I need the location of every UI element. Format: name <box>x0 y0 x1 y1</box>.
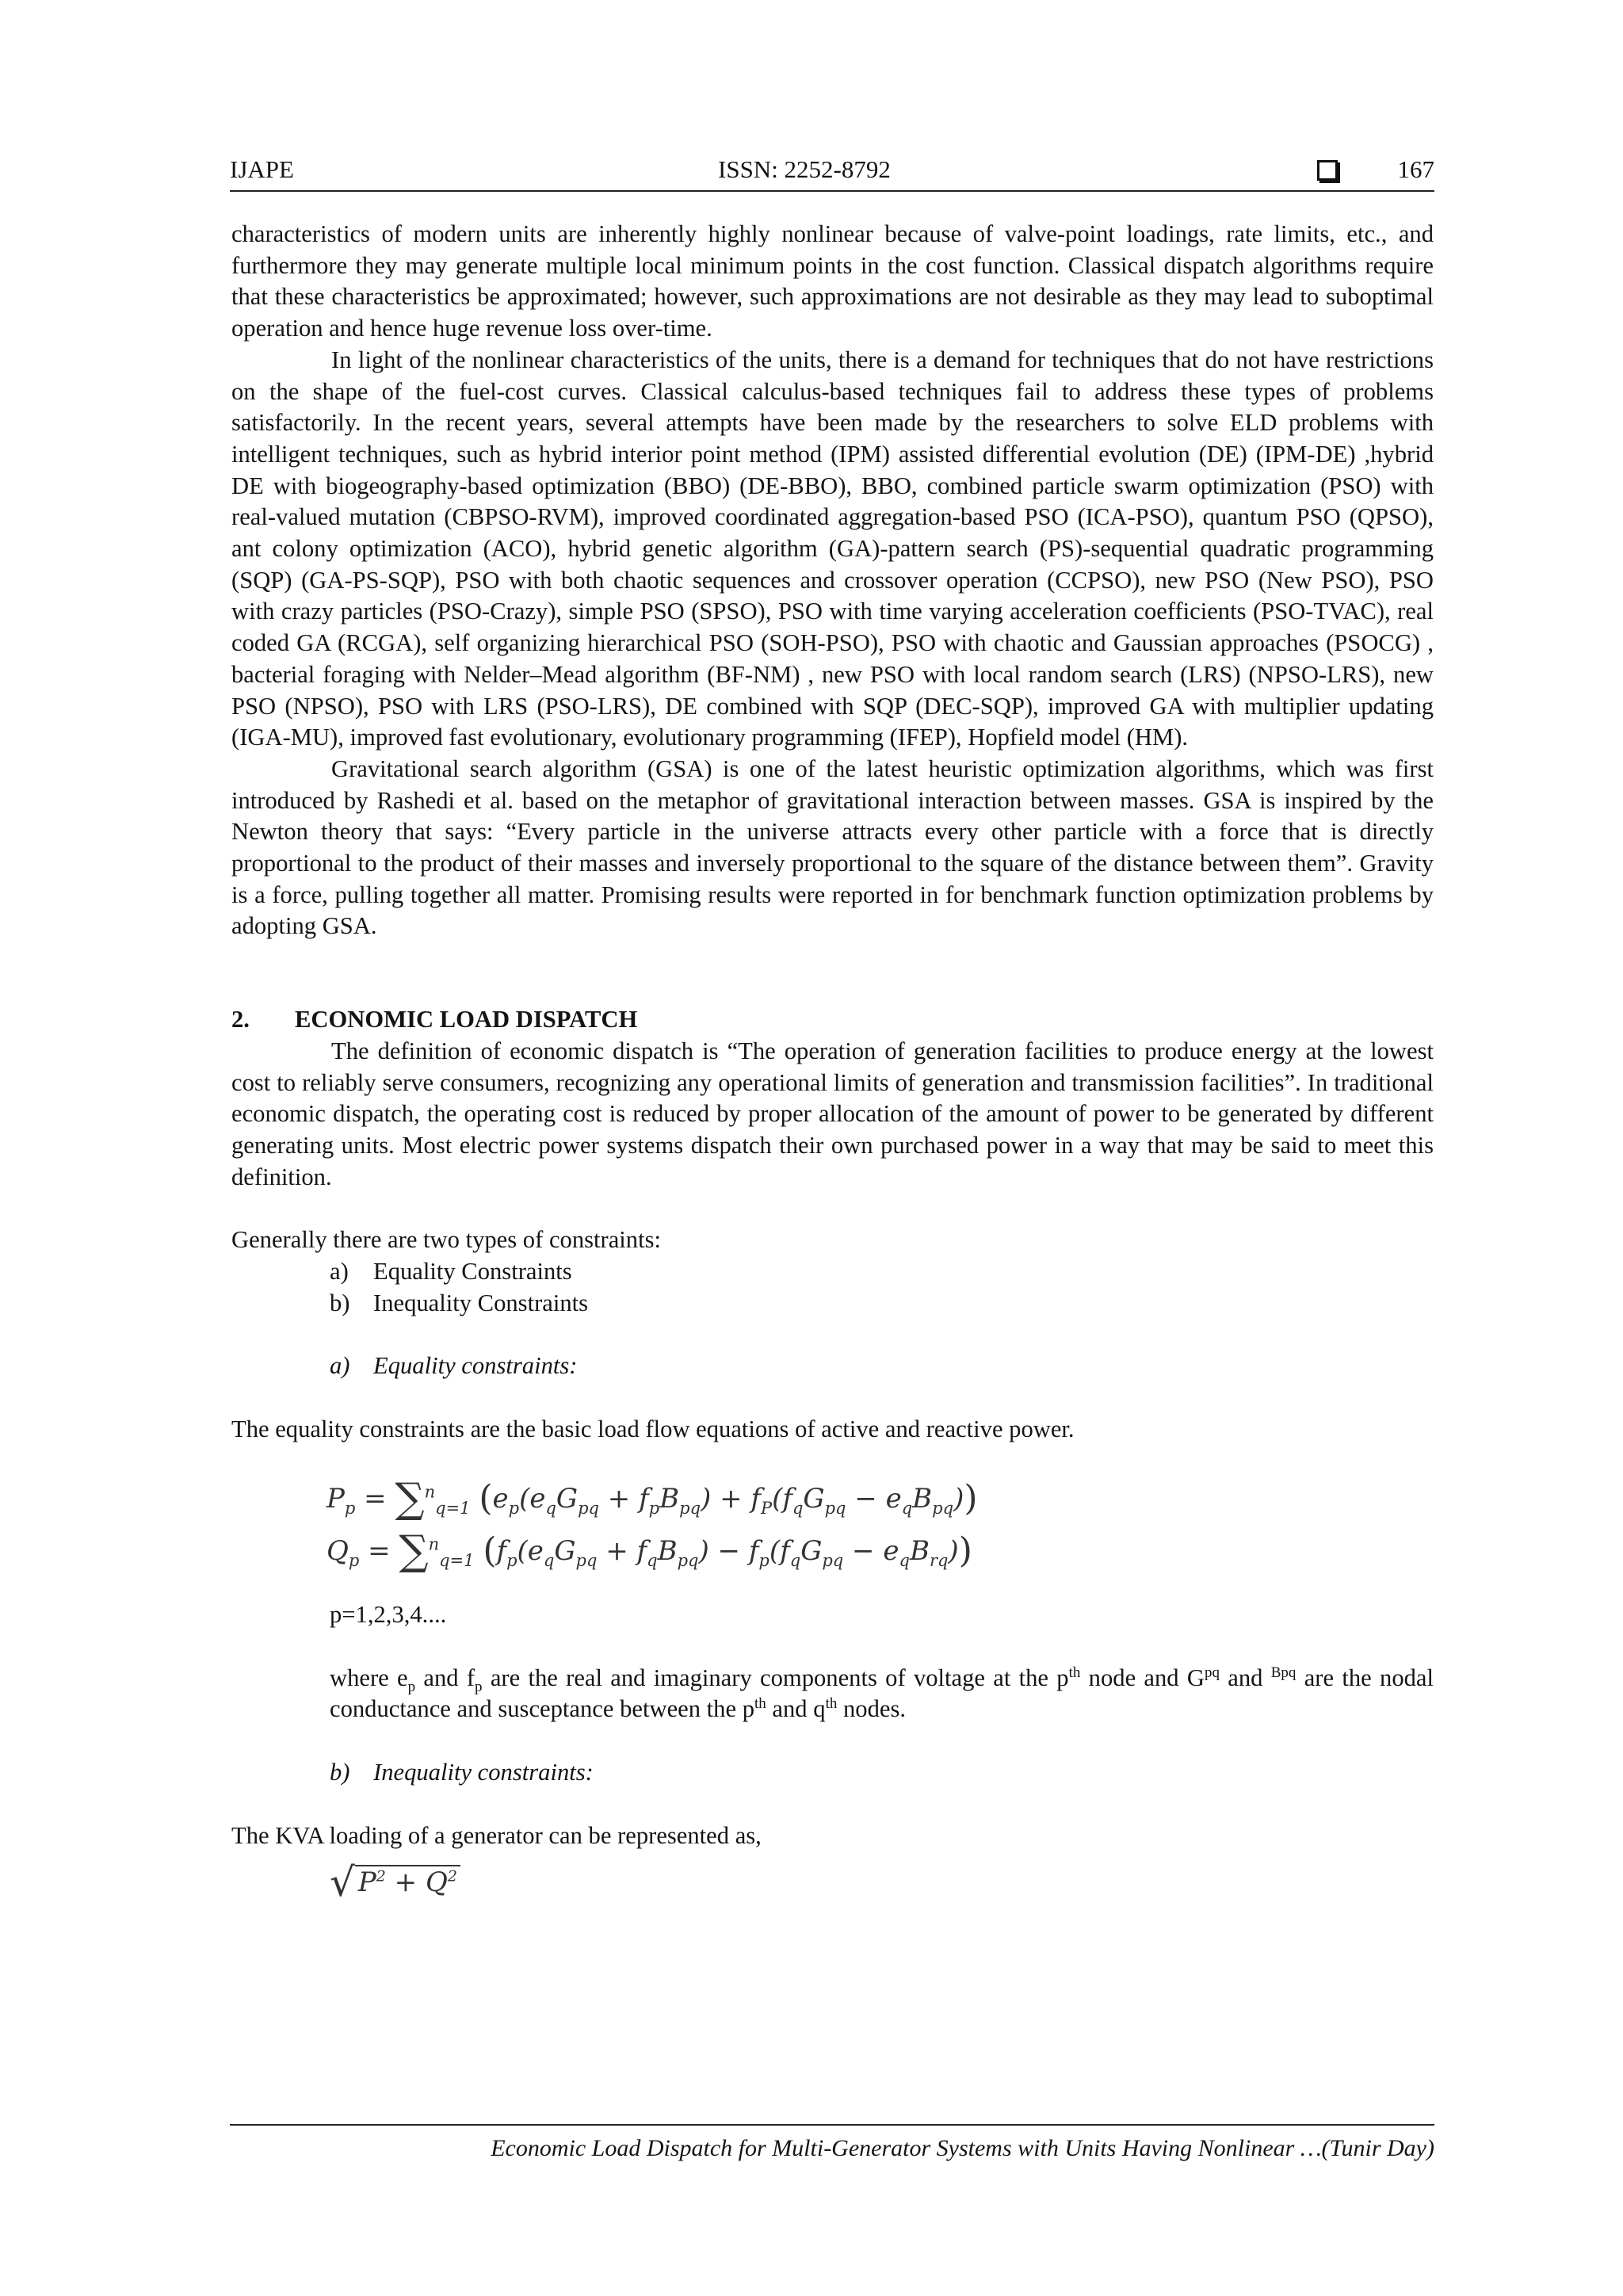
checkbox-square-icon <box>1317 160 1338 181</box>
p-range: p=1,2,3,4.... <box>330 1600 447 1628</box>
list-item: a) Equality Constraints <box>330 1258 572 1286</box>
list-item: b) Inequality Constraints <box>330 1289 589 1316</box>
paragraph-1: characteristics of modern units are inherently highly nonlinear because of valve-point loadings, rate limits, etc., and furthermore they may generate multiple local minimum points in the cost function. Classical dispatch algorithms require that these characteristics be approximated; however, such approximations are not desirable as they may lead to suboptimal operation and hence huge revenue loss over-time. <box>231 220 1434 342</box>
paragraph-3: Gravitational search algorithm (GSA) is one of the latest heuristic optimization algorithms, which was first introduced by Rashedi et al. based on the metaphor of gravitational interaction between masses. GSA is inspired by the Newton theory that says: “Every particle in the universe attracts every other particle with a force that is directly proportional to the product of their masses and inversely proportional to the square of the distance between them”. Gravity is a force, pulling together all matter. Promising results were reported in for benchmark function optimization problems by adopting GSA. <box>231 755 1434 940</box>
journal-name: IJAPE <box>230 155 294 183</box>
paragraph-4: The definition of economic dispatch is “The operation of generation facilities to produce energy at the lowest cost to reliably serve consumers, recognizing any operational limits of generation and transmission facilities”. In traditional economic dispatch, the operating cost is reduced by proper allocation of the amount of power to be generated by different generating units. Most electric power systems dispatch their own purchased power in a way that may be said to meet this definition. <box>231 1037 1434 1190</box>
paragraph-2: In light of the nonlinear characteristics of the units, there is a demand for techniques that do not have restrictions on the shape of the fuel-cost curves. Classical calculus-based techniques fail to address these types of problems satisfactorily. In the recent years, several attempts have been made by the researchers to solve ELD problems with intelligent techniques, such as hybrid interior point method (IPM) assisted differential evolution (DE) (IPM-DE) ,hybrid DE with biogeography-based optimization (BBO) (DE-BBO), BBO, combined particle swarm optimization (PSO) with real-valued mutation (CBPSO-RVM), improved coordinated aggregation-based PSO (ICA-PSO), quantum PSO (QPSO), ant colony optimization (ACO), hybrid genetic algorithm (GA)-pattern search (PS)-sequential quadratic programming (SQP) (GA-PS-SQP), PSO with both chaotic sequences and crossover operation (CCPSO), new PSO (New PSO), PSO with crazy particles (PSO-Crazy), simple PSO (SPSO), PSO with time varying acceleration coefficients (PSO-TVAC), real coded GA (RCGA), self organizing hierarchical PSO (SOH-PSO), PSO with chaotic and Gaussian approaches (PSOCG) , bacterial foraging with Nelder–Mead algorithm (BF-NM) , new PSO with local random search (LRS) (NPSO-LRS), new PSO (NPSO), PSO with LRS (PSO-LRS), DE combined with SQP (DEC-SQP), improved GA with multiplier updating (IGA-MU), improved fast evolutionary, evolutionary programming (IFEP), Hopfield model (HM). <box>231 346 1434 751</box>
subheading-equality: a) Equality constraints: <box>330 1352 578 1380</box>
paragraph-6: The equality constraints are the basic load flow equations of active and reactive power. <box>231 1415 1075 1443</box>
equation-p: $P_p = \sum^n_{q=1}$ $(e_p(e_qG_{pq} + f_pB_{pq}) + f_P(f_qG_{pq} - e_qB_{pq}))$ <box>327 1474 978 1522</box>
where-paragraph: where $e_p$ and $f_p$ are the real and imaginary components of voltage at the $p^{th}$ node and $G^{pq}$ and $^{Bpq}$ are the nodal conductance and susceptance between the $p^{th}$ and $q^{th}$ nodes. <box>330 1664 1434 1723</box>
sqrt-equation: √ $P^2 + Q^2$ <box>231 1867 1434 1899</box>
page-body <box>231 219 1434 1906</box>
page-number: 167 <box>1397 155 1434 183</box>
equation-q: $Q_p = \sum^n_{q=1}$ $(f_p(e_qG_{pq} + f_qB_{pq}) - f_p(f_qG_{pq} - e_qB_{rq}))$ <box>327 1526 972 1575</box>
page-footer: Economic Load Dispatch for Multi-Generator Systems with Units Having Nonlinear …(Tunir Day) <box>230 2124 1434 2162</box>
section-number: 2. <box>231 1006 250 1033</box>
paragraph-5: Generally there are two types of constraints: <box>231 1226 661 1254</box>
issn: ISSN: 2252-8792 <box>718 155 891 183</box>
equation-block <box>231 1473 1434 1577</box>
page-header <box>230 155 1434 192</box>
constraint-list <box>231 1256 1434 1319</box>
section-heading <box>231 1004 1434 1036</box>
section-title: ECONOMIC LOAD DISPATCH <box>295 1006 638 1033</box>
subheading-inequality: b) Inequality constraints: <box>330 1758 594 1786</box>
paragraph-7: The KVA loading of a generator can be represented as, <box>231 1821 762 1849</box>
